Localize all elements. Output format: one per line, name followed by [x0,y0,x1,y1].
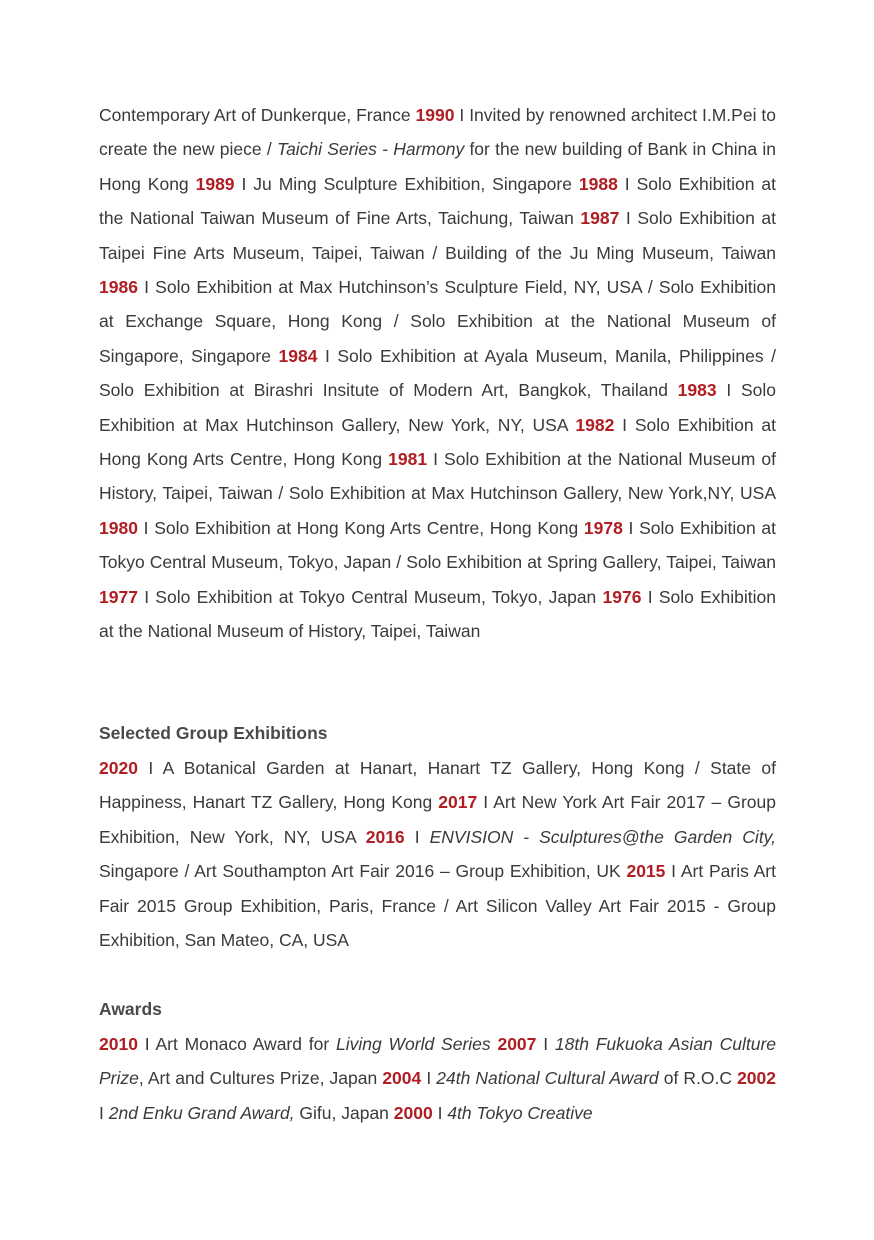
entry-text: I A Botanical Garden at Hanart, Hanart TZ Gallery, Hong Kong / State of Happiness, Hanart TZ Gallery, Hong Kong [99,758,776,813]
entry-text: I [404,826,430,847]
entry-text: I Ju Ming Sculpture Exhibition, Singapore [234,173,579,194]
year-label: 2004 [382,1068,422,1089]
year-label: 2010 [99,1034,138,1054]
entry-text: I Solo Exhibition at Hong Kong Arts Centre, Hong Kong [137,517,584,538]
work-title: 2nd Enku Grand Award, [108,1102,295,1123]
year-label: 2015 [626,861,666,882]
entry-text: I Solo Exhibition at Hong Kong Arts Centre, Hong Kong [99,414,776,470]
year-label: 1977 [99,586,138,607]
work-title: 18th Fukuoka Asian Culture Prize [99,1034,777,1089]
entry-text: I Solo Exhibition at Max Hutchinson Gallery, New York, NY, USA [99,380,776,435]
year-label: 1989 [195,173,235,194]
year-label: 2002 [737,1068,776,1089]
year-label: 2016 [365,826,405,847]
year-label: 1980 [99,517,138,538]
entry-text: I Solo Exhibition at the National Taiwan Museum of Fine Arts, Taichung, Taiwan [99,173,777,229]
entry-text: I [432,1102,448,1123]
entry-text: I Solo Exhibition at Max Hutchinson’s Sculpture Field, NY, USA / Solo Exhibition at Exchange Square, Hong Kong / Solo Exhibition at the National Museum of Singapore, Singapore [99,277,776,366]
year-label: 1990 [415,105,455,125]
entry-text: I Art Monaco Award for [137,1034,337,1054]
entry-text: I Art New York Art Fair 2017 – Group Exhibition, New York, NY, USA [99,792,776,847]
year-label: 1988 [578,173,618,194]
group-exhibitions-heading: Selected Group Exhibitions [99,723,328,743]
year-label: 1978 [583,517,623,538]
year-label: 1987 [580,208,620,229]
year-label: 1986 [99,277,138,298]
year-label: 2000 [393,1102,433,1123]
entry-text: I Invited by renowned architect I.M.Pei to create the new piece / [99,105,776,160]
entry-text: I Solo Exhibition at Tokyo Central Museum, Tokyo, Japan / Solo Exhibition at Spring Gallery, Taipei, Taiwan [99,517,777,573]
entry-text: Contemporary Art of Dunkerque, France [99,105,416,125]
year-label: 2017 [438,792,478,813]
entry-text: I Solo Exhibition at the National Museum of History, Taipei, Taiwan [99,586,777,642]
work-title: Taichi Series - Harmony [276,139,465,160]
entry-text: I Solo Exhibition at the National Museum of History, Taipei, Taiwan / Solo Exhibition at Max Hutchinson Gallery, New York,NY, USA [99,449,776,504]
group-exhibitions-text [99,751,776,957]
work-title: Living World Series [336,1034,491,1054]
year-label: 2020 [99,758,138,778]
entry-text: I Art Paris Art Fair 2015 Group Exhibition, Paris, France / Art Silicon Valley Art Fair 2015 - Group Exhibition, San Mateo, CA, USA [99,861,776,951]
year-label: 1982 [575,414,615,435]
entry-text: Singapore / Art Southampton Art Fair 2016 – Group Exhibition, UK [99,861,627,882]
entry-text: I [536,1034,555,1054]
entry-text: I [99,1102,109,1123]
entry-text: , Art and Cultures Prize, Japan [138,1068,383,1089]
work-title: 24th National Cultural Award [436,1068,659,1089]
awards-heading: Awards [99,999,162,1019]
year-label: 1984 [278,345,318,366]
entry-text: Gifu, Japan [294,1102,394,1123]
awards-text [99,1027,776,1130]
work-title: 4th Tokyo Creative [447,1102,593,1123]
year-label: 1981 [388,449,428,470]
entry-text: I Solo Exhibition at Tokyo Central Museum, Tokyo, Japan [137,586,603,607]
work-title: ENVISION - Sculptures@the Garden City, [429,826,776,847]
year-label: 1983 [677,380,717,401]
entry-text: for the new building of Bank in China in Hong Kong [99,139,776,194]
entry-text: of R.O.C [658,1068,738,1089]
entry-text: I Solo Exhibition at Taipei Fine Arts Museum, Taipei, Taiwan / Building of the Ju Ming Museum, Taiwan [99,208,776,263]
solo-exhibitions-text [99,98,776,649]
year-label: 2007 [497,1034,537,1054]
entry-text: I [421,1068,437,1089]
year-label: 1976 [602,586,642,607]
entry-text: I Solo Exhibition at Ayala Museum, Manila, Philippines / Solo Exhibition at Birashri Insitute of Modern Art, Bangkok, Thailand [99,345,777,401]
